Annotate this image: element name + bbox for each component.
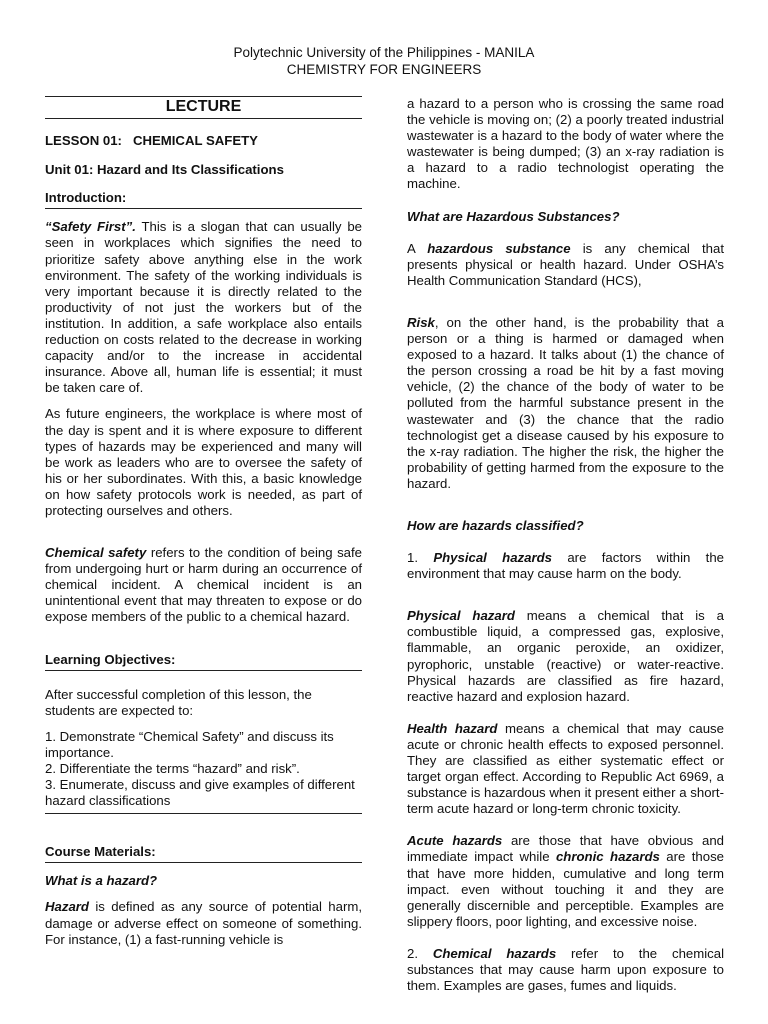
left-column — [45, 96, 362, 948]
chronic-hazards-body: are those that have more hidden, cumulative and long term impact. even without touching it and they are generally discernible and perceptible. Examples are slippery floors, poor lighting, and excessive noise. — [407, 849, 725, 929]
right-column — [407, 96, 724, 994]
hazardous-substance-term: hazardous substance — [427, 240, 571, 256]
physical-hazard-term: Physical hazard — [407, 608, 515, 624]
intro-body: This is a slogan that can usually be seen in workplaces which signifies the need to prioritize safety above anything else in the work environment. The safety of the working individuals is very important because it is directly related to the productivity of not just the workers but of the institution. In addition, a safe workplace also entails reduction on costs related to the decrease in working capacity and/or to the increase in accidental insurance. Above all, human life is essential; it must be taken care of. — [45, 219, 362, 396]
physical-hazard-body: means a chemical that is a combustible liquid, a compressed gas, explosive, flammable, an organic peroxide, an oxidizer, pyrophoric, unstable (reactive) or water-reactive. Physical hazards are classified as fire hazard, reactive hazard and explosion hazard. — [407, 608, 724, 704]
physical-hazards-item — [407, 550, 724, 582]
hs-prefix: A — [407, 240, 428, 256]
learning-objectives-heading: Learning Objectives: — [45, 652, 362, 671]
chemical-safety-body: refers to the condition of being safe from undergoing hurt or harm during an occurrence of chemical incident. A chemical incident is an unintentional event that may threaten to expose or do expose members of the public to a chemical hazard. — [45, 545, 363, 625]
introduction-heading: Introduction: — [45, 190, 362, 209]
chemical-hazards-number: 2. — [407, 945, 433, 961]
chemical-hazards-item — [407, 946, 724, 994]
objectives-intro: After successful completion of this lesson, the students are expected to: — [45, 686, 312, 718]
chemical-safety-term: Chemical safety — [45, 545, 147, 561]
safety-first-slogan: “Safety First”. — [45, 219, 136, 235]
acute-chronic-paragraph — [407, 833, 724, 930]
hazard-examples-continued: a hazard to a person who is crossing the same road the vehicle is moving on; (2) a poorly treated industrial wastewater is a hazard to the body of water where the wastewater is being dumped; (3) an x-ray radiation is a hazard to a radio technologist operating the machine. — [407, 96, 724, 192]
health-hazard-term: Health hazard — [407, 720, 498, 736]
hazardous-substances-question: What are Hazardous Substances? — [407, 208, 620, 224]
acute-hazards-body: are those that have obvious and immediate impact while — [407, 833, 724, 865]
physical-hazard-definition — [407, 608, 724, 705]
risk-term: Risk — [407, 314, 435, 330]
physical-hazards-body: are factors within the environment that may cause harm on the body. — [407, 550, 724, 582]
hazardous-substance-paragraph — [407, 241, 724, 289]
what-is-hazard-question: What is a hazard? — [45, 873, 158, 889]
hazard-classification-question: How are hazards classified? — [407, 517, 584, 533]
future-engineers-paragraph: As future engineers, the workplace is where most of the day is spent and it is where exposure to different types of hazards may be experienced and many will be work as leaders who are to oversee the safety of his or her subordinates. With this, a basic knowledge on how safety protocols work is needed, as part of protecting ourselves and others. — [45, 406, 362, 518]
hazard-definition-paragraph — [45, 899, 362, 947]
chemical-hazards-body: refer to the chemical substances that may cause harm upon exposure to them. Examples are gases, fumes and liquids. — [407, 945, 725, 994]
document-header — [0, 44, 768, 78]
lesson-title: LESSON 01: CHEMICAL SAFETY — [45, 133, 258, 149]
objectives-list — [45, 729, 362, 814]
risk-body: , on the other hand, is the probability that a person or a thing is harmed or damaged when exposed to a hazard. It talks about (1) the chance of the person crossing a road be hit by a fast moving vehicle, (2) the chance of the body of water to be polluted from the harmful substance present in the wastewater and (3) the chance that the radio technologist get a disease caused by his exposure to the x-ray radiation. The higher the risk, the higher the probability of getting harmed from the exposure to the hazard. — [407, 314, 724, 491]
unit-title: Unit 01: Hazard and Its Classifications — [45, 162, 284, 178]
course-materials-heading: Course Materials: — [45, 844, 362, 863]
chemical-safety-paragraph — [45, 545, 362, 625]
lecture-title: LECTURE — [45, 96, 362, 119]
physical-hazards-number: 1. — [407, 550, 434, 566]
chronic-hazards-term: chronic hazards — [555, 849, 660, 865]
university-name: Polytechnic University of the Philippines - MANILA — [233, 45, 535, 60]
course-title: CHEMISTRY FOR ENGINEERS — [286, 62, 482, 77]
hazard-body: is defined as any source of potential harm, damage or adverse effect on someone of something. For instance, (1) a fast-running vehicle is — [45, 899, 362, 947]
objective-item: 2. Differentiate the terms “hazard” and risk”. — [45, 761, 300, 776]
hazard-term: Hazard — [45, 899, 89, 915]
health-hazard-body: means a chemical that may cause acute or chronic health effects to exposed personnel. They are classified as either systematic effect or target organ effect. According to Republic Act 6969, a substance is hazardous when it present either a short-term acute hazard or long-term chronic toxicity. — [407, 720, 724, 817]
intro-paragraph — [45, 219, 362, 396]
health-hazard-paragraph — [407, 721, 724, 818]
physical-hazards-term: Physical hazards — [433, 550, 553, 566]
acute-hazards-term: Acute hazards — [407, 833, 503, 849]
objective-item: 3. Enumerate, discuss and give examples of different hazard classifications — [45, 777, 355, 809]
risk-paragraph — [407, 315, 724, 492]
objective-item: 1. Demonstrate “Chemical Safety” and discuss its importance. — [45, 728, 334, 760]
hazardous-substance-body: is any chemical that presents physical or health hazard. Under OSHA’s Health Communication Standard (HCS), — [407, 240, 725, 288]
chemical-hazards-term: Chemical hazards — [432, 945, 557, 961]
